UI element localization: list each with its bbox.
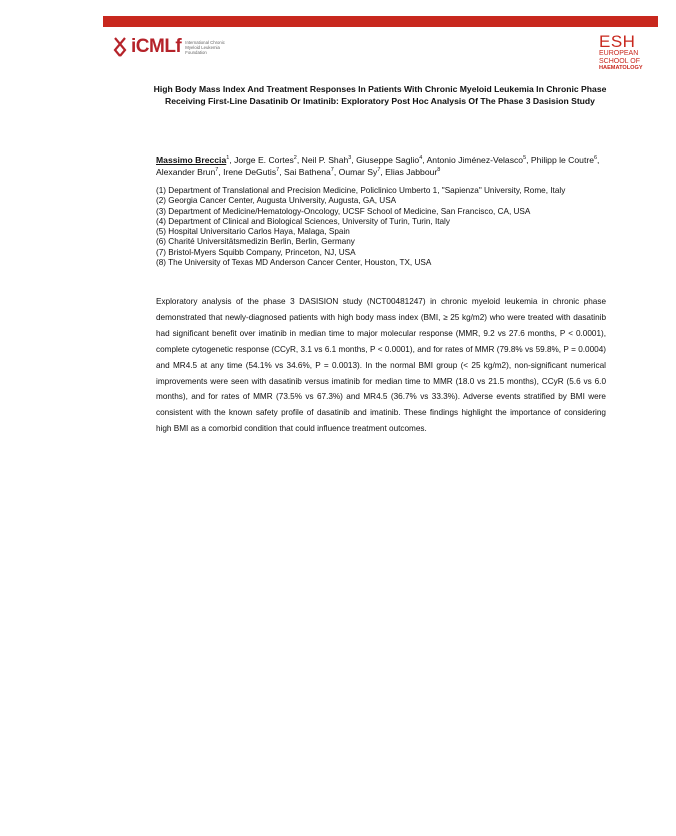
affiliation-marker: 7 <box>377 166 381 173</box>
affiliation: (3) Department of Medicine/Hematology-Oncology, UCSF School of Medicine, San Francisco, CA, USA <box>156 206 531 216</box>
affiliation-marker: 3 <box>348 155 352 162</box>
affiliation: (6) Charité Universitätsmedizin Berlin, Berlin, Germany <box>156 237 355 247</box>
dna-ribbon-icon <box>112 36 128 58</box>
affiliation: (2) Georgia Cancer Center, Augusta University, Augusta, GA, USA <box>156 196 397 206</box>
abstract-text: Exploratory analysis of the phase 3 DASISION study (NCT00481247) in chronic myeloid leukemia in chronic phase demonstrated that newly-diagnosed patients with high body mass index (BMI, ≥ 25 kg/m2) who were treated with dasatinib had significant benefit over imatinib in median time to major molecular response (MMR, 9.2 vs 27.6 months, P < 0.0001), complete cytogenetic response (CCyR, 3.1 vs 6.1 months, P < 0.0001), and for rates of MMR (79.8% vs 59.8%, P = 0.0004) and MR4.5 at any time (54.1% vs 34.6%, P = 0.0013). In the normal BMI group (< 25 kg/m2), non-significant numerical improvements were seen with dasatinib versus imatinib for median time to MMR (18.0 vs 21.5 months), CCyR (5.6 vs 6.0 months), and for rates of MMR (73.5% vs 67.3%) and MR4.5 (36.7% vs 33.3%). Adverse events stratified by BMI were consistent with the known safety profile of dasatinib and imatinib. These findings highlight the importance of considering high BMI as a comorbid condition that could influence treatment outcomes. <box>156 297 606 434</box>
affiliation: (5) Hospital Universitario Carlos Haya, Malaga, Spain <box>156 227 350 237</box>
affiliation-marker: 4 <box>419 155 423 162</box>
author-name: Alexander Brun <box>156 166 216 177</box>
header-accent-bar <box>103 16 658 27</box>
author-name: Elias Jabbour <box>385 166 438 177</box>
affiliation-marker: 1 <box>226 155 230 162</box>
affiliation: (7) Bristol-Myers Squibb Company, Princeton, NJ, USA <box>156 247 356 257</box>
affiliation-marker: 6 <box>593 155 598 162</box>
affiliation: (1) Department of Translational and Precision Medicine, Policlinico Umberto 1, "Sapienza" University, Rome, Italy <box>156 186 566 195</box>
author-name: Sai Bathena <box>283 166 331 177</box>
author-name: Irene DeGutis <box>223 166 277 177</box>
esh-brand: ESH <box>599 32 636 51</box>
presenting-author: Massimo Breccia <box>156 155 227 165</box>
author-name: Jorge E. Cortes <box>234 155 294 165</box>
affiliation-marker: 8 <box>437 166 441 173</box>
esh-line-3: HAEMATOLOGY <box>599 65 643 71</box>
icmlf-brand: iCMLf <box>131 36 182 57</box>
affiliation-marker: 7 <box>276 166 280 173</box>
author-name: Antonio Jiménez-Velasco <box>426 155 524 165</box>
author-name: Oumar Sy <box>338 166 378 177</box>
paper-title: High Body Mass Index And Treatment Responses In Patients With Chronic Myeloid Leukemia In Chronic Phase Receiving First-Line Dasatinib Or Imatinib: Exploratory Post Hoc Analysis Of The Phase 3 Dasision Study <box>153 84 607 106</box>
author-name: Neil P. Shah <box>301 155 349 165</box>
author-name: Philipp le Coutre <box>530 155 594 165</box>
icmlf-subtitle: International Chronic Myeloid Leukemia Foundation <box>185 39 225 55</box>
affiliation: (4) Department of Clinical and Biological Sciences, University of Turin, Turin, Italy <box>156 216 450 226</box>
esh-line-1: EUROPEAN <box>599 50 639 57</box>
affiliation: (8) The University of Texas MD Anderson Cancer Center, Houston, TX, USA <box>156 258 432 268</box>
affiliation-list <box>156 186 636 268</box>
affiliation-marker: 2 <box>293 155 297 162</box>
affiliation-marker: 7 <box>215 166 219 173</box>
esh-line-2: SCHOOL OF <box>599 57 640 65</box>
affiliation-marker: 5 <box>523 155 527 162</box>
esh-logo <box>599 34 649 73</box>
author-name: Giuseppe Saglio <box>356 155 420 165</box>
affiliation-marker: 7 <box>330 166 334 173</box>
icmlf-logo <box>112 36 237 58</box>
author-list: Massimo Breccia$^1$, Jorge E. Cortes$^2$, Neil P. Shah$^3$, Giuseppe Saglio$^4$, Antonio Jiménez-Velasco$^5$, Philipp le Coutre$^6$, Alexander Brun$^7$, Irene DeGutis$^7$, Sai Bathena$^7$, Oumar Sy$^7$, Elias Jabbour$^8$ <box>156 155 600 177</box>
